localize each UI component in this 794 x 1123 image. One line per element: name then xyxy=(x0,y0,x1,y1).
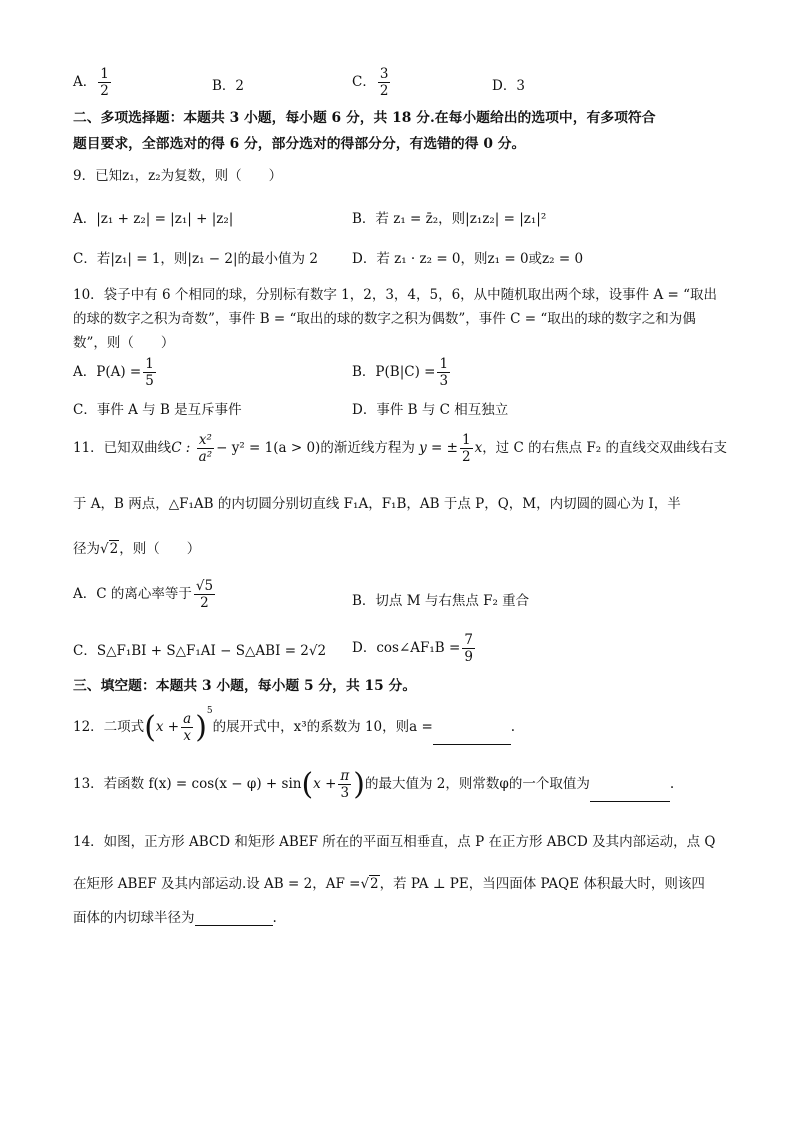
q8-option-c: C． $\frac{3}{2}$ xyxy=(352,66,389,99)
answer-blank[interactable] xyxy=(195,911,273,926)
q8-option-a: A． $\frac{1}{2}$ xyxy=(73,66,109,99)
section-2-heading-line2: 题目要求，全部选对的得 6 分，部分选对的得部分分，有选错的得 0 分。 xyxy=(73,136,526,152)
q10-option-c: C．事件 A 与 B 是互斥事件 xyxy=(73,402,242,418)
q14-stem-line2: 在矩形 ABEF 及其内部运动.设 AB = 2，AF =√2，若 PA ⊥ PE，当四面体 PAQE 体积最大时，则该四 xyxy=(73,876,705,892)
q11-option-d: D．cos∠AF₁B = $\frac{7}{9}$ xyxy=(352,632,473,665)
q8-option-d: D．3 xyxy=(492,78,525,94)
q11-stem-line3: 径为√2，则（ ） xyxy=(73,541,201,557)
q9-stem: 9．已知z₁，z₂为复数，则（ ） xyxy=(73,168,283,184)
answer-blank[interactable] xyxy=(433,730,511,745)
section-2-heading-line1: 二、多项选择题：本题共 3 小题，每小题 6 分，共 18 分.在每小题给出的选项中，有多项符合 xyxy=(73,110,656,126)
fraction: $\frac{3}{2}$ xyxy=(379,66,389,99)
fraction: $\frac{\pi}{3}$ xyxy=(340,768,350,801)
q11-option-b: B．切点 M 与右焦点 F₂ 重合 xyxy=(352,593,530,609)
q10-option-d: D．事件 B 与 C 相互独立 xyxy=(352,402,509,418)
q10-option-b: B．P(B|C) = $\frac{1}{3}$ xyxy=(352,356,449,389)
fraction: $\frac{1}{2}$ xyxy=(100,66,109,99)
q8-option-b: B．2 xyxy=(212,78,245,94)
fraction: $\frac{1}{5}$ xyxy=(145,356,154,389)
q11-option-c: C．S△F₁BI + S△F₁AI − S△ABI = 2√2 xyxy=(73,643,327,659)
answer-blank[interactable] xyxy=(590,787,670,802)
q11-option-a: A．C 的离心率等于 $\frac{√5}{2}$ xyxy=(73,578,214,611)
fraction: $\frac{1}{3}$ xyxy=(439,356,449,389)
q13-stem: 13．若函数 f(x) = cos(x − φ) + sin(x + $\frac{\pi}{3}$ )的最大值为 2，则常数φ的一个取值为 . xyxy=(73,767,675,802)
q9-option-d: D．若 z₁ · z₂ = 0，则z₁ = 0或z₂ = 0 xyxy=(352,251,584,267)
section-3-heading: 三、填空题：本题共 3 小题，每小题 5 分，共 15 分。 xyxy=(73,678,417,694)
fraction: $\frac{a}{x}$ xyxy=(183,711,192,744)
q9-option-b: B．若 z₁ = z̄₂，则|z₁z₂| = |z₁|² xyxy=(352,211,547,227)
fraction: $\frac{\text{x²}}{\text{a²}}$ xyxy=(198,432,213,465)
q9-option-a: A．|z₁ + z₂| = |z₁| + |z₂| xyxy=(73,211,234,227)
fraction: $\frac{1}{2}$ xyxy=(461,432,471,465)
q10-stem-line2: 的球的数字之积为奇数”，事件 B = “取出的球的数字之积为偶数”，事件 C = “取出的球的数字之和为偶 xyxy=(73,311,696,327)
q10-stem-line3: 数”，则（ ） xyxy=(73,335,175,351)
q10-stem-line1: 10．袋子中有 6 个相同的球，分别标有数字 1，2，3，4，5，6，从中随机取出两个球，设事件 A = “取出 xyxy=(73,287,718,303)
q14-stem-line3: 面体的内切球半径为 . xyxy=(73,910,277,926)
q11-stem-line2: 于 A，B 两点，△F₁AB 的内切圆分别切直线 F₁A，F₁B，AB 于点 P，Q，M，内切圆的圆心为 I，半 xyxy=(73,496,681,512)
fraction: $\frac{7}{9}$ xyxy=(464,632,473,665)
q11-stem-line1: 11．已知双曲线C : $\frac{\text{x²}}{\text{a²}}$ − y² = 1(a > 0)的渐近线方程为 y = ± $\frac{1}{2}$ x，过 C 的右焦点 F₂ 的直线交双曲线右支 xyxy=(73,432,727,465)
fraction: $\frac{√5}{2}$ xyxy=(195,578,214,611)
q9-option-c: C．若|z₁| = 1，则|z₁ − 2|的最小值为 2 xyxy=(73,251,318,267)
q14-stem-line1: 14．如图，正方形 ABCD 和矩形 ABEF 所在的平面互相垂直，点 P 在正方形 ABCD 及其内部运动，点 Q xyxy=(73,834,716,850)
q12-stem: 12．二项式(x + $\frac{a}{x}$ )$^5$的展开式中，x³的系数为 10，则a = . xyxy=(73,706,516,745)
q10-option-a: A．P(A) = $\frac{1}{5}$ xyxy=(73,356,154,389)
